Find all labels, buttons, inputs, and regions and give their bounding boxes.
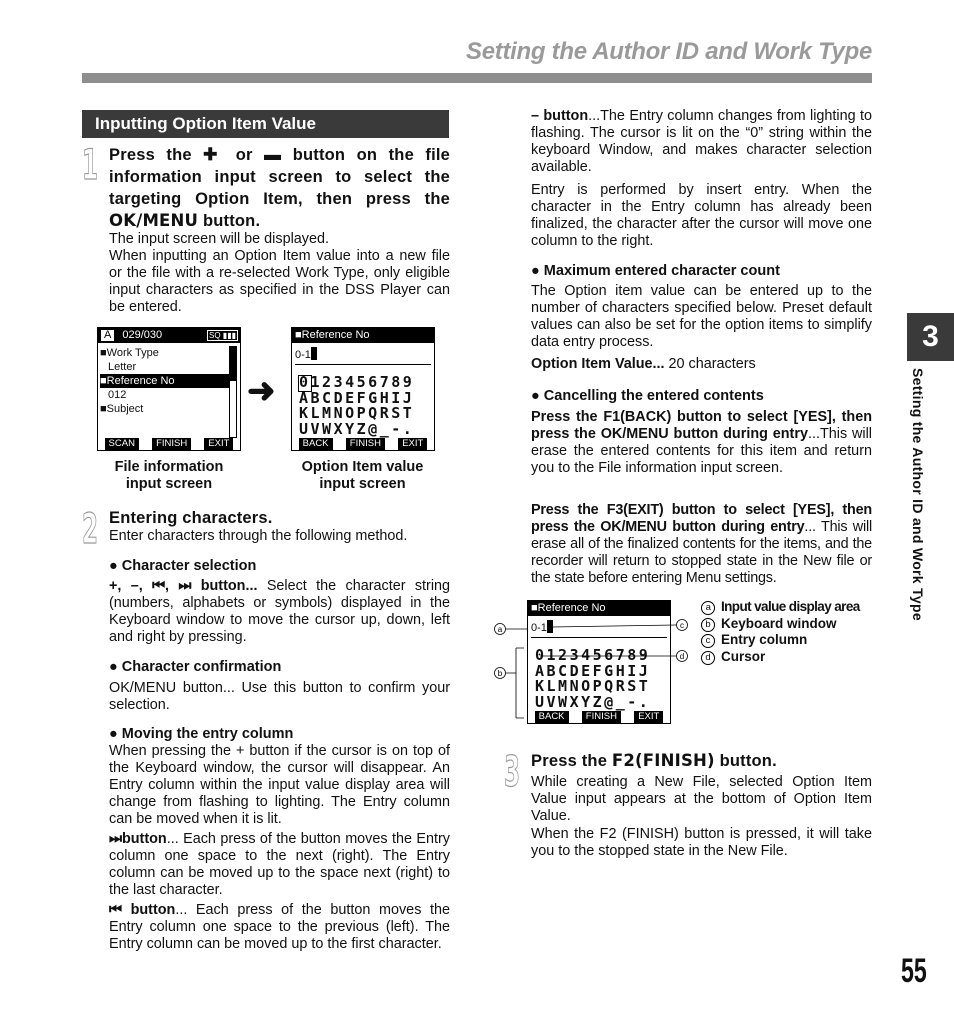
legend-item: b Keyboard window [701,616,860,633]
step-1-text-1: The input screen will be displayed. [109,231,329,247]
diagram-callouts [490,600,700,730]
rewind-icon: ⏮ [109,902,122,918]
step-2-number: 2 [82,504,99,553]
diagram-entry-field: 0-1 [531,620,553,634]
diagram-fkeys: BACK FINISH EXIT [528,711,670,723]
fkey-back: BACK [299,438,333,450]
step-1-heading-or: or [235,146,253,164]
legend-item: a Input value display area [701,599,860,616]
cursor [311,347,317,360]
legend-item: d Cursor [701,649,860,666]
plus-icon: ✚ [203,145,225,164]
screen2-fkeys [292,438,434,450]
list-item-selected: ■Reference No [100,374,230,388]
kbd-row: 0123456789 [299,373,415,391]
step-3-text-1: While creating a New File, selected Option Item Value input appears at the bottom of Option Item Value. [531,774,872,824]
ff-button-text: ⏭button... Each press of the button moves the Entry column one space to the next (right). The Entry column can be moved up to the space next (right) to the last character. [109,831,450,898]
option-value-screen [291,327,435,451]
chapter-tab: 3 [907,313,954,361]
svg-text:a: a [497,625,503,634]
page-number: 55 [901,952,927,990]
insert-entry-text: Entry is performed by insert entry. When the character in the Entry column has already been finalized, the character after the cursor will move one column to the right. [531,182,872,249]
folder-indicator: A [101,330,114,341]
step-1-heading-c: button. [202,212,261,230]
svg-text:d: d [679,652,685,661]
option-item-count: Option Item Value... 20 characters [531,356,756,372]
section-title: Inputting Option Item Value [82,110,449,138]
list-item: Letter [108,361,137,373]
rew-button-text: ⏮ button... Each press of the button moves the Entry column one space to the previous (left). The Entry column can be moved up to the first character. [109,902,450,952]
char-selection-text: +, –, ⏮, ⏭ button... Select the character string (numbers, alphabets or symbols) displayed in the Keyboard window to move the cursor up, down, left and right by pressing. [109,578,451,645]
screen1-caption: File information input screen [114,459,224,492]
svg-text:c: c [680,621,684,630]
file-info-screen [97,327,241,451]
scrollbar [229,346,237,438]
keyboard-window [299,375,414,437]
chapter-vertical-title: Setting the Author ID and Work Type [910,368,926,621]
header-rule [82,73,872,83]
screen1-items [100,346,230,416]
svg-text:b: b [497,669,503,678]
list-item: ■Work Type [100,347,159,359]
arrow-right-icon: ➜ [247,372,276,410]
page-header-title: Setting the Author ID and Work Type [466,38,872,65]
list-item: ■Subject [100,403,144,415]
step-1-text-2: When inputting an Option Item value into a new file or the file with a re-selected Work Type, only eligible input characters as specified in the DSS Player can be entered. [109,248,450,315]
char-confirmation-text: OK/MENU button... Use this button to confirm your selection. [109,680,450,713]
file-count: 029/030 [122,329,163,341]
char-selection-title: ● Character selection [109,558,257,574]
legend-item: c Entry column [701,632,860,649]
cancel-text-1: Press the F1(BACK) button to select [YES], then press the OK/MENU button during entry...This will erase the entered contents for this item and return you to the File information input screen. [531,409,872,476]
minus-button-text: – button...The Entry column changes from lighting to flashing. The cursor is lit on the “0” string within the keyboard Window, and makes character selection available. [531,108,872,175]
step-2-heading: Entering characters. [109,509,273,527]
screen2-topbar: ■Reference No [292,328,434,343]
fast-forward-icon: ⏭ [109,831,122,847]
diagram-legend [701,599,860,665]
step-1-heading-b: button on the file information input screen to select the targeting Option Item, then press the [109,146,451,208]
step-2-text: Enter characters through the following method. [109,528,408,544]
minus-icon: ▬ [264,145,282,164]
fkey-scan: SCAN [105,438,139,450]
fkey-finish: FINISH [152,438,191,450]
step-3-number: 3 [504,747,521,796]
ok-menu-key: OK/MENU [109,211,199,230]
list-item: 012 [108,389,127,401]
cancel-title: ● Cancelling the entered contents [531,388,764,404]
screen2-caption: Option Item value input screen [301,459,424,492]
step-1-heading-a: Press the [109,146,192,164]
max-count-text: The Option item value can be entered up to the number of characters specified below. Preset default values can also be set for the option items to simplify data entry process. [531,283,872,350]
step-3-text-2: When the F2 (FINISH) button is pressed, it will take you to the stopped state in the New File. [531,826,872,859]
moving-entry-text: When pressing the + button if the cursor is on top of the Keyboard window, the cursor will disappear. An Entry column within the input value display area will change from flashing to lighting. The Entry column can be moved when it is lit. [109,743,450,827]
fkey-exit: EXIT [204,438,233,450]
kbd-row: KLMNOPQRST [299,404,415,422]
diagram-topbar: ■Reference No [528,601,670,616]
step-1-number: 1 [82,140,99,189]
moving-entry-title: ● Moving the entry column [109,726,294,742]
step-1-heading [109,144,450,232]
entry-field: 0-1 [295,347,317,361]
battery-icon: SQ ▮▮▮ [209,331,236,340]
screen1-topbar [98,328,240,343]
fkey-finish: FINISH [346,438,385,450]
kbd-row: UVWXYZ@_-. [299,419,415,438]
battery-label: SQ [209,331,221,340]
char-confirmation-title: ● Character confirmation [109,659,282,675]
diagram-keyboard: 0123456789 ABCDEFGHIJ KLMNOPQRST UVWXYZ@_-. [535,646,651,711]
kbd-row: ABCDEFGHIJ [299,388,415,407]
cancel-text-2: Press the F3(EXIT) button to select [YES], then press the OK/MENU button during entry... This will erase all of the finalized contents for the items, and the recorder will return to stopped state in the New file or the state before entering Menu settings. [531,502,872,586]
fkey-exit: EXIT [398,438,427,450]
step-3-heading: Press the F2(FINISH) button. [531,751,777,770]
max-count-title: ● Maximum entered character count [531,263,780,279]
nav-keys-icons: +, –, ⏮, ⏭ [109,578,192,594]
screen2-title: Reference No [301,329,370,341]
screen1-fkeys [98,438,240,450]
